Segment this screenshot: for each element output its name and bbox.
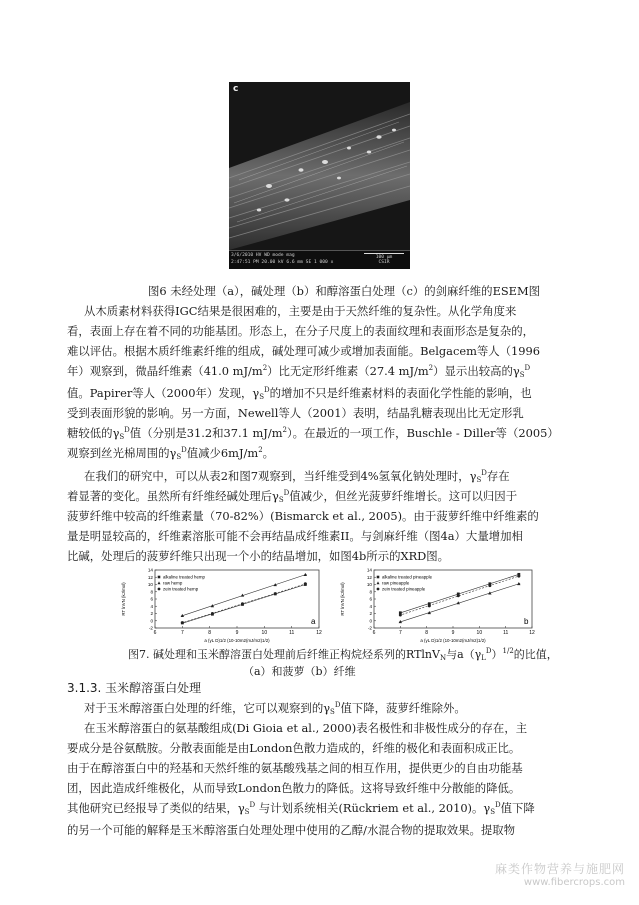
panel-label: b	[524, 617, 529, 626]
y-tick-label: 6	[369, 596, 372, 602]
y-tick-label: 6	[150, 596, 153, 602]
figure-7-caption-line1: 图7. 碱处理和玉米醇溶蛋白处理前后纤维正构烷烃系列的RTlnV$_N$与$a(\gamma_L^D)^{1/2}$的比值，	[128, 647, 558, 662]
y-tick-label: 14	[366, 567, 372, 573]
data-point	[241, 602, 244, 605]
chart-panel-b	[336, 566, 536, 644]
fiber-surface-image	[229, 82, 410, 250]
legend-marker	[158, 576, 161, 579]
paragraph-line: 的另一个可能的解释是玉米醇溶蛋白处理处理中使用的乙醇/水混合物的提取效果。提取物	[67, 823, 516, 837]
paragraph-line: 从木质素材料获得IGC结果是很困难的，主要是由于天然纤维的复杂性。从化学角度来	[84, 304, 517, 318]
y-tick-label: 8	[150, 589, 153, 595]
paragraph-line: 量是明显较高的，纤维素溶胀可能不会再结晶成纤维素II。与剑麻纤维（图4a）大量增加相	[67, 529, 523, 543]
x-tick-label: 11	[289, 630, 295, 636]
data-point	[488, 584, 491, 587]
x-tick-label: 10	[261, 630, 268, 636]
scale-sub: CSIR	[378, 260, 390, 265]
y-tick-label: 14	[147, 567, 153, 573]
sem-info-row: 3/6/2010 HV WD mode mag	[231, 253, 295, 258]
panel-label: c	[233, 84, 239, 94]
x-axis-label: a (γL D)1/2 (10-10m2(mJ/m2)1/2)	[420, 638, 486, 643]
paragraph-line: 比碱，处理后的菠萝纤维只出现一个小的结晶增加，如图4b所示的XRD图。	[67, 549, 450, 563]
section-heading: 3.1.3. 玉米醇溶蛋白处理	[67, 681, 202, 695]
chart-panel-a	[117, 566, 323, 644]
paragraph-line: 看，表面上存在着不同的功能基团。形态上，在分子尺度上的表面纹理和表面形态是复杂的，	[67, 324, 535, 338]
data-point	[274, 592, 277, 595]
sem-info-bar	[229, 250, 410, 269]
x-tick-label: 10	[476, 630, 483, 636]
x-tick-label: 9	[235, 630, 239, 636]
data-point	[517, 575, 520, 578]
legend-label: zein treated hemp	[163, 586, 199, 592]
y-tick-label: 10	[366, 582, 372, 588]
chart-a-svg	[117, 566, 323, 644]
y-tick-label: 4	[369, 603, 372, 609]
y-tick-label: 4	[150, 603, 153, 609]
x-tick-label: 8	[208, 630, 212, 636]
paragraph-line: 受到表面形貌的影响。另一方面，Newell等人（2001）表明，结晶乳糖表现出比无定形乳	[67, 406, 524, 420]
legend-marker	[158, 588, 161, 591]
panel-label: a	[311, 617, 316, 626]
x-tick-label: 6	[372, 630, 376, 636]
y-tick-label: 8	[369, 589, 372, 595]
x-tick-label: 12	[316, 630, 322, 636]
data-point	[304, 582, 307, 585]
y-tick-label: 12	[147, 574, 153, 580]
legend-marker	[158, 581, 161, 584]
paragraph-line: 菠萝纤维中较高的纤维素量（70-82%）(Bismarck et al., 2005)。由于菠萝纤维中纤维素的	[67, 509, 539, 523]
paragraph-line: 值。Papirer等人（2000年）发现，$\gamma_S^D$的增加不只是纤维素材料的表面化学性能的影响，也	[67, 386, 532, 401]
paragraph-line: 糖较低的$\gamma_S^D$值（分别是31.2和37.1 $mJ/m^2$）。在最近的一项工作，Buschle - Diller等（2005）	[67, 426, 559, 441]
paragraph-line: 着显著的变化。虽然所有纤维经碱处理后$\gamma_S^D$值减少，但丝光菠萝纤维增长。这可以归因于	[67, 489, 518, 504]
x-tick-label: 7	[180, 630, 184, 636]
legend-label: alkaline treated pineapple	[382, 574, 433, 580]
legend-marker	[377, 588, 380, 591]
x-tick-label: 7	[398, 630, 402, 636]
y-tick-label: 0	[150, 618, 153, 624]
paragraph-line: 在玉米醇溶蛋白的氨基酸组成(Di Gioia et al., 2000)表名极性和非极性成分的存在，主	[84, 721, 528, 735]
y-tick-label: 0	[369, 618, 372, 624]
y-tick-label: -2	[367, 625, 372, 631]
y-tick-label: -2	[148, 625, 153, 631]
y-tick-label: 2	[369, 611, 372, 617]
paragraph-line: 在我们的研究中，可以从表2和图7观察到，当纤维受到4%氢氧化钠处理时，$\gamma_S^D$存在	[84, 469, 510, 484]
figure-6-caption: 图6 未经处理（a），碱处理（b）和醇溶蛋白处理（c）的剑麻纤维的ESEM图	[148, 284, 541, 298]
data-point	[457, 594, 460, 597]
x-tick-label: 12	[529, 630, 535, 636]
sem-micrograph	[229, 82, 410, 269]
x-tick-label: 11	[503, 630, 509, 636]
y-tick-label: 10	[147, 582, 153, 588]
data-point	[211, 612, 214, 615]
y-tick-label: 12	[366, 574, 372, 580]
scale-text: 100 µm	[375, 255, 393, 260]
scale-bar	[364, 253, 404, 265]
y-axis-label: RT lnVN (kJ/mol)	[340, 582, 345, 616]
data-point	[211, 604, 214, 607]
paragraph-line: 团，因此造成纤维极化，从而导致London色散力的降低。这将导致纤维中分散能的降低。	[67, 781, 521, 795]
x-tick-label: 8	[425, 630, 429, 636]
y-tick-label: 2	[150, 611, 153, 617]
y-axis-label: RT lnVN (kJ/mol)	[121, 582, 126, 616]
paragraph-line: 其他研究已经报导了类似的结果，$\gamma_S^D$ 与计划系统相关(Rückriem et al., 2010)。$\gamma_S^D$值下降	[67, 801, 535, 816]
legend-label: raw pineapple	[382, 580, 410, 586]
fit-line	[181, 574, 307, 616]
legend-label: zein treated pineapple	[382, 586, 426, 592]
x-tick-label: 9	[451, 630, 455, 636]
watermark-line: www.fibercrops.com	[523, 877, 625, 888]
watermark	[495, 860, 625, 888]
watermark-line: 麻类作物营养与施肥网	[494, 862, 625, 876]
data-point	[428, 611, 431, 614]
paragraph-line: 由于在醇溶蛋白中的羟基和天然纤维的氨基酸残基之间的相互作用，提供更少的自由功能基	[67, 761, 523, 775]
legend-label: alkaline treated hemp	[163, 574, 205, 580]
paragraph-line: 难以评估。根据木质纤维素纤维的组成，碱处理可减少或增加表面能。Belgacem等人（1996	[67, 344, 541, 358]
sem-info-row: 2:47:51 PM 20.00 kV 6.6 mm SE 1 000 x	[231, 260, 334, 265]
paragraph-line: 要成分是谷氨酰胺。分散表面能是由London色散力造成的，纤维的极化和表面积成正比。	[67, 741, 521, 755]
paragraph-line: 对于玉米醇溶蛋白处理的纤维，它可以观察到的$\gamma_S^D$值下降，菠萝纤维除外。	[84, 701, 466, 716]
x-axis-label: a (γL D)1/2 (10-10m2(mJ/m2)1/2)	[204, 638, 270, 643]
paragraph-line: 年）观察到，微晶纤维素（41.0 $mJ/m^2$）比无定形纤维素（27.4 $mJ/m^2$）显示出较高的$\gamma_S^D$	[67, 364, 531, 379]
x-tick-label: 6	[153, 630, 157, 636]
data-point	[181, 621, 184, 624]
legend-marker	[377, 576, 380, 579]
data-point	[399, 613, 402, 616]
paragraph-line: 观察到丝光棉周围的$\gamma_S^D$值减少$6mJ/m^2$。	[67, 446, 275, 461]
data-point	[428, 604, 431, 607]
figure-7-caption-line2: （a）和菠萝（b）纤维	[243, 665, 356, 678]
chart-b-svg	[336, 566, 536, 644]
legend-marker	[377, 581, 380, 584]
legend-label: raw hemp	[163, 580, 183, 586]
